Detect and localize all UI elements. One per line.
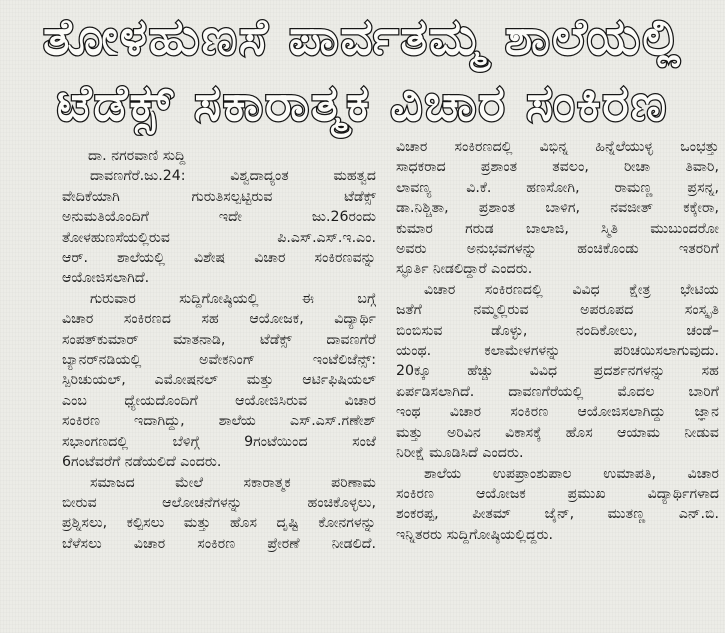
text-line: ತೋಳಹುಣಸೆಯಲ್ಲಿರುವ ಪಿ.ಎಸ್.ಎಸ್.ಇ.ಎಂ. [62, 229, 376, 246]
article-column-left [62, 146, 376, 633]
text-line: ಗುರುವಾರ ಸುದ್ದಿಗೋಷ್ಠಿಯಲ್ಲಿ ಈ ಬಗ್ಗೆ [90, 290, 376, 307]
text-line: ವಿಚಾರ ಸಂಕಿರಣದಲ್ಲಿ ವಿಭಿನ್ನ ಹಿನ್ನೆಲೆಯುಳ್ಳ ಒಂಭತ್ತು [396, 139, 719, 155]
text-line: ಶಂಕರಪ್ಪ, ಪೀತಮ್ ಜೈನ್, ಮುತಣ್ಣ ಎನ್.ಬಿ. [396, 506, 719, 523]
article-column-right [396, 137, 719, 624]
text-line: ಬಿಂಬಿಸುವ ಡೊಳ್ಳು, ನಂದಿಕೋಲು, ಚಂಡೆ– [396, 322, 719, 339]
left-column-body [62, 166, 376, 554]
text-line: ವೇದಿಕೆಯಾಗಿ ಗುರುತಿಸಲ್ಪಟ್ಟಿರುವ ಟೆಡೆಕ್ಸ್ [62, 188, 376, 205]
text-line: ವಿಚಾರ ಸಂಕಿರಣದ ಸಹ ಆಯೋಜಕ, ವಿದ್ಯಾರ್ಥಿ [62, 311, 376, 328]
text-line: ಏರ್ಪಡಿಸಲಾಗಿದೆ. ದಾವಣಗೆರೆಯಲ್ಲಿ ಮೊದಲ ಬಾರಿಗೆ [396, 383, 719, 400]
text-line: ಇಂಥ ವಿಚಾರ ಸಂಕಿರಣ ಆಯೋಜಿಸಲಾಗಿದ್ದು ಜ್ಞಾನ [396, 404, 719, 421]
text-line: ಸಂಕಿರಣ ಆಯೋಜಕ ಪ್ರಮುಖ ವಿದ್ಯಾರ್ಥಿಗಳಾದ [396, 485, 719, 502]
text-line: ಅನುಮತಿಯೊಂದಿಗೆ ಇದೇ ಜು.26ರಂದು [62, 209, 376, 226]
text-line: ಬೀರುವ ಆಲೋಚನೆಗಳನ್ನು ಹಂಚಿಕೊಳ್ಳಲು, [62, 494, 376, 511]
text-line: ಸಭಾಂಗಣದಲ್ಲಿ ಬೆಳಿಗ್ಗೆ 9ಗಂಟೆಯಿಂದ ಸಂಜೆ [62, 433, 376, 450]
text-line: 6ಗಂಟೆವರೆಗೆ ನಡೆಯಲಿದೆ ಎಂದರು. [62, 454, 222, 471]
text-line: ಶಾಲೆಯ ಉಪಪ್ರಾಂಶುಪಾಲ ಉಮಾಪತಿ, ವಿಚಾರ [424, 465, 719, 482]
text-line: ದಾವಣಗೆರೆ.ಜು.24: ವಿಶ್ವದಾದ್ಯಂತ ಮಹತ್ವದ [90, 168, 376, 185]
text-line: ಆರ್. ಶಾಲೆಯಲ್ಲಿ ವಿಶೇಷ ವಿಚಾರ ಸಂಕಿರಣವನ್ನು [62, 250, 376, 267]
headline-line-2: ಟೆಡೆಕ್ಸ್ ಸಕಾರಾತ್ಮಕ ವಿಚಾರ ಸಂಕಿರಣ [56, 74, 669, 132]
text-line: ಸಂಪತ್‌ಕುಮಾರ್ ಮಾತನಾಡಿ, ಟೆಡೆಕ್ಸ್ ದಾವಣಗೆರೆ [62, 331, 376, 348]
text-line: ಆಯೋಜಿಸಲಾಗಿದೆ. [62, 270, 150, 287]
text-line: ಎಂಬ ಧ್ಯೇಯದೊಂದಿಗೆ ಆಯೋಜಿಸಿರುವ ವಿಚಾರ [62, 392, 376, 409]
right-column-body [396, 137, 719, 545]
text-line: ಯಂಥ. ಕಲಾಮೇಳಗಳನ್ನು ಪರಿಚಯಿಸಲಾಗುವುದು. [396, 343, 719, 360]
text-line: ಪ್ರಶ್ನಿಸಲು, ಕಲ್ಪಿಸಲು ಮತ್ತು ಹೊಸ ದೃಷ್ಟಿ ಕೋನಗಳನ್ನು [62, 515, 376, 532]
text-line: ಅವರು ಅನುಭವಗಳನ್ನು ಹಂಚಿಕೊಂಡು ಇತರರಿಗೆ [396, 241, 719, 258]
text-line: ಬೆಳೆಸಲು ವಿಚಾರ ಸಂಕಿರಣ ಪ್ರೇರಣೆ ನೀಡಲಿದೆ. [62, 535, 376, 552]
text-line: ಮತ್ತು ಅರಿವಿನ ವಿಕಾಸಕ್ಕೆ ಹೊಸ ಆಯಾಮ ನೀಡುವ [396, 424, 719, 441]
text-line: ಡಾ.ನಿಶ್ಚಿತಾ, ಪ್ರಶಾಂತ ಬಾಳಿಗ, ನವಜೀತ್ ಕಕ್ಕೇರಾ, [396, 200, 719, 217]
text-line: ವಿಚಾರ ಸಂಕಿರಣದಲ್ಲಿ ವಿವಿಧ ಕ್ಷೇತ್ರ ಭೇಟಿಯ [424, 281, 719, 298]
text-line: ಸ್ಫೂರ್ತಿ ನೀಡಲಿದ್ದಾರೆ ಎಂದರು. [396, 261, 533, 278]
text-line: ಲಾವಣ್ಯ ವಿ.ಕೆ. ಹಣಸೋಗಿ, ರಾಮಣ್ಣ ಪ್ರಸನ್ನ, [396, 179, 719, 196]
text-line: ಸಂಕಿರಣ ಇದಾಗಿದ್ದು, ಶಾಲೆಯ ಎಸ್.ಎಸ್.ಗಣೇಶ್ [62, 413, 376, 430]
text-line: 20ಕ್ಕೂ ಹೆಚ್ಚು ವಿವಿಧ ಪ್ರದರ್ಶನಗಳನ್ನು ಸಹ [396, 363, 719, 380]
text-line: ಜತೆಗೆ ನಮ್ಮಲ್ಲಿರುವ ಅಪರೂಪದ ಸಂಸ್ಕೃತಿ [396, 302, 719, 319]
text-line: ಬ್ಯಾನರ್‌ನಡಿಯಲ್ಲಿ ಅವೇಕನಿಂಗ್ ಇಂಟೆಲಿಜೆನ್ಸ್: [62, 352, 376, 369]
text-line: ನಿರೀಕ್ಷೆ ಮೂಡಿಸಿದೆ ಎಂದರು. [396, 445, 524, 462]
text-line: ಕುಮಾರ ಗರುಡ ಬಾಲಾಜಿ, ಸ್ಮಿತಿ ಮುಬುಂದರೋ [396, 220, 719, 237]
text-line: ಸಾಧಕರಾದ ಪ್ರಶಾಂತ ತವಲಂ, ರೀಚಾ ತಿವಾರಿ, [396, 159, 719, 176]
headline-line-1: ತೋಳಹುಣಸೆ ಪಾರ್ವತಮ್ಮ ಶಾಲೆಯಲ್ಲಿ [42, 8, 683, 66]
text-line: ಸ್ಪಿರಿಚುಯಲ್, ಎಮೋಷನಲ್ ಮತ್ತು ಆರ್ಟಿಫಿಷಿಯಲ್ [62, 372, 376, 389]
text-line: ಸಮಾಜದ ಮೇಲೆ ಸಕಾರಾತ್ಮಕ ಪರಿಣಾಮ [90, 474, 376, 491]
byline: ದಾ. ನಗರವಾಣಿ ಸುದ್ದಿ [88, 148, 186, 164]
text-line: ಇನ್ನಿತರರು ಸುದ್ದಿಗೋಷ್ಠಿಯಲ್ಲಿದ್ದರು. [396, 526, 554, 543]
